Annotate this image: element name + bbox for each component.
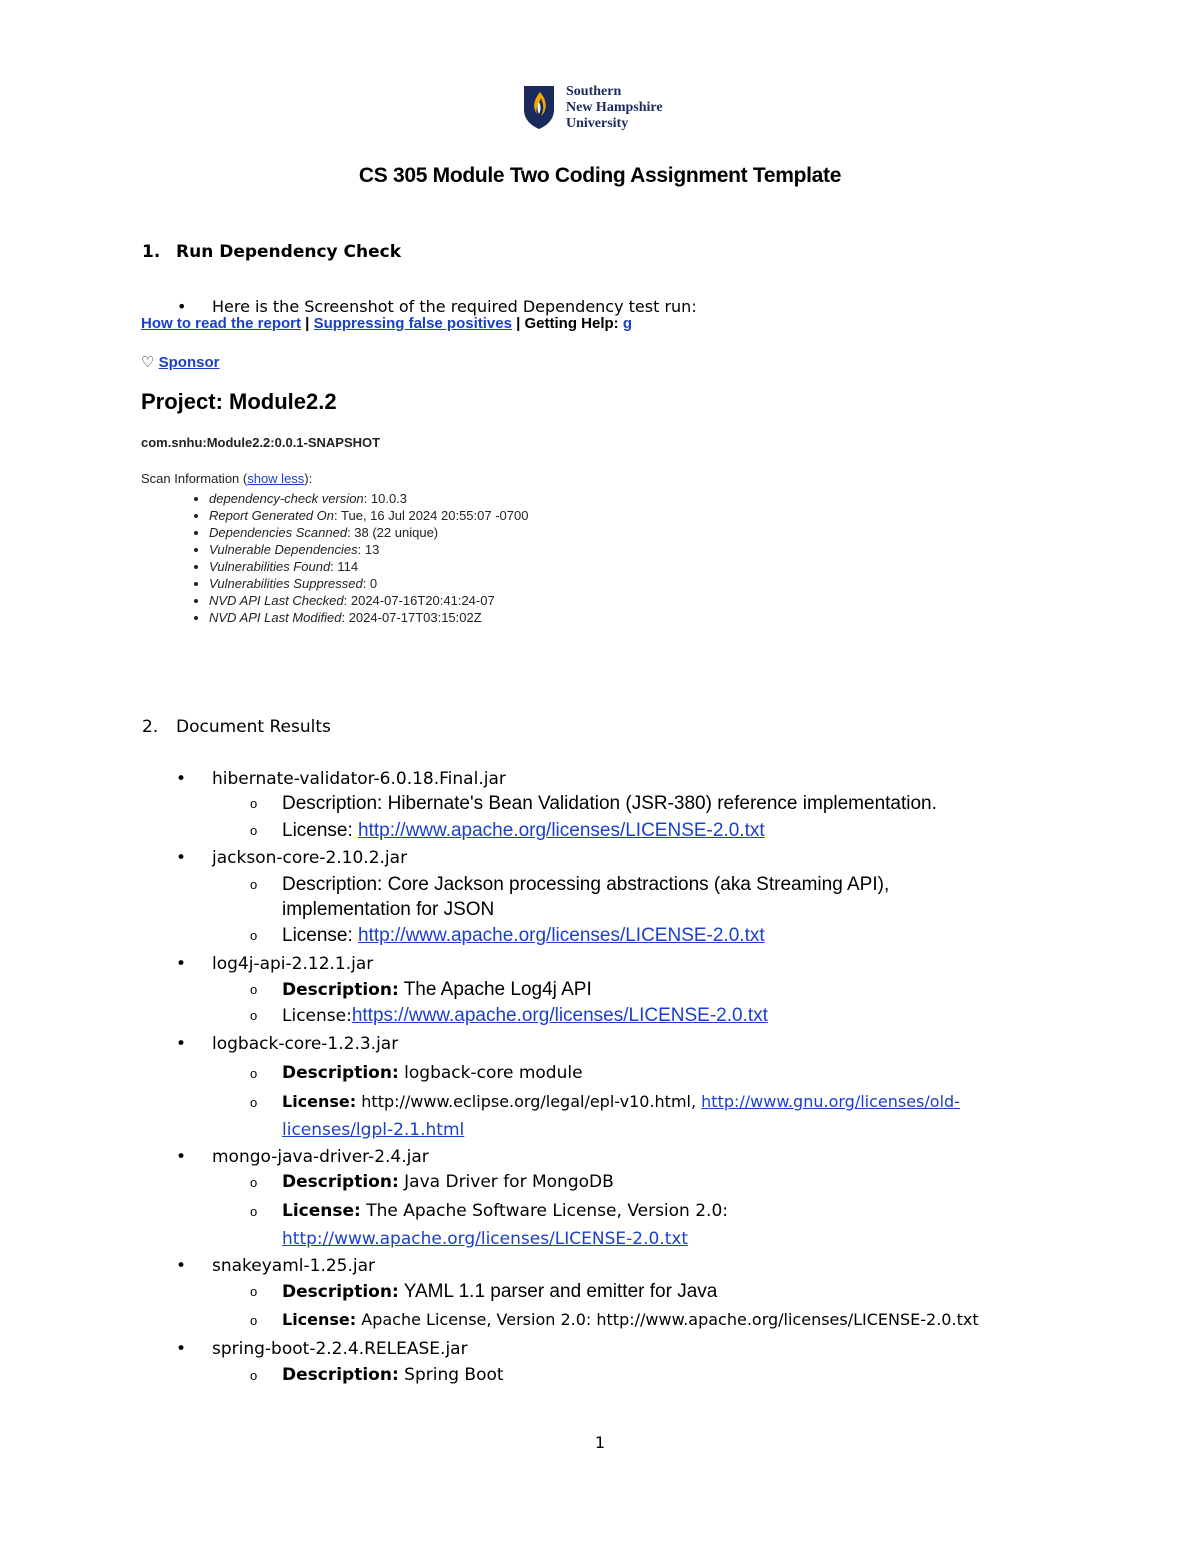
jar-name: spring-boot-2.2.4.RELEASE.jar xyxy=(212,1339,468,1359)
shield-icon xyxy=(522,84,556,130)
circle-bullet-icon: o xyxy=(250,1066,258,1081)
jar-name: hibernate-validator-6.0.18.Final.jar xyxy=(212,769,506,789)
scan-item: • Dependencies Scanned: 38 (22 unique) xyxy=(209,524,528,541)
result-description-cont: implementation for JSON xyxy=(282,899,495,920)
section-1-number: 1. xyxy=(142,242,161,262)
license-link[interactable]: http://www.gnu.org/licenses/old- xyxy=(701,1092,960,1111)
scan-item: • Report Generated On: Tue, 16 Jul 2024 20:55:07 -0700 xyxy=(209,507,528,524)
section-2-number: 2. xyxy=(142,717,159,737)
scan-item: • NVD API Last Checked: 2024-07-16T20:41:24-07 xyxy=(209,592,528,609)
scan-item: • Vulnerable Dependencies: 13 xyxy=(209,541,528,558)
page-number: 1 xyxy=(594,1433,606,1452)
how-to-read-link[interactable]: How to read the report xyxy=(141,315,302,332)
circle-bullet-icon: o xyxy=(250,982,258,997)
snhu-logo xyxy=(522,84,692,134)
nav-sep: | xyxy=(301,315,314,332)
jar-name: log4j-api-2.12.1.jar xyxy=(212,954,374,974)
scan-item: • Vulnerabilities Found: 114 xyxy=(209,558,528,575)
result-description: o Description: Core Jackson processing abstractions (aka Streaming API), xyxy=(250,874,890,895)
bullet-icon: • xyxy=(176,954,187,974)
getting-help-label: | Getting Help: xyxy=(511,315,623,332)
result-license: o License: http://www.apache.org/licenses/LICENSE-2.0.txt xyxy=(250,820,765,841)
result-license-cont xyxy=(282,1229,688,1249)
scan-label: Scan Information ( xyxy=(141,471,248,486)
bullet-icon: • xyxy=(176,1034,187,1054)
scan-info-list xyxy=(189,490,528,626)
result-license: o License: http://www.apache.org/licenses/LICENSE-2.0.txt xyxy=(250,925,765,946)
scan-item: • NVD API Last Modified: 2024-07-17T03:15:02Z xyxy=(209,609,528,626)
result-item xyxy=(176,848,408,868)
scan-label-end: ): xyxy=(304,471,313,486)
circle-bullet-icon: o xyxy=(250,1368,258,1383)
heart-icon: ♡ xyxy=(141,354,155,371)
section-1-bullet-text: Here is the Screenshot of the required Dependency test run: xyxy=(212,297,697,316)
result-license: o License:https://www.apache.org/licenses/LICENSE-2.0.txt xyxy=(250,1005,768,1026)
circle-bullet-icon: o xyxy=(250,1175,258,1190)
license-link[interactable]: http://www.apache.org/licenses/LICENSE-2.0.txt xyxy=(358,820,765,841)
logo-line-2: New Hampshire xyxy=(566,100,663,115)
result-item xyxy=(176,1256,376,1276)
result-item xyxy=(176,769,506,789)
sponsor-link[interactable]: Sponsor xyxy=(158,354,220,371)
jar-name: snakeyaml-1.25.jar xyxy=(212,1256,376,1276)
circle-bullet-icon: o xyxy=(250,796,258,811)
result-license-cont xyxy=(282,1120,464,1140)
scan-information xyxy=(141,471,312,486)
circle-bullet-icon: o xyxy=(250,1284,258,1299)
circle-bullet-icon: o xyxy=(250,1095,258,1110)
section-2-heading xyxy=(142,717,331,737)
bullet-icon: • xyxy=(177,297,187,316)
result-license: o License: The Apache Software License, Version 2.0: xyxy=(250,1201,728,1221)
result-item xyxy=(176,954,374,974)
result-description: o Description: YAML 1.1 parser and emitter for Java xyxy=(250,1281,718,1302)
logo-line-1: Southern xyxy=(566,84,622,99)
result-license: o License: http://www.eclipse.org/legal/epl-v10.html, http://www.gnu.org/licenses/old- xyxy=(250,1092,960,1111)
project-title: Project: Module2.2 xyxy=(141,389,337,414)
bullet-icon: • xyxy=(176,1256,187,1276)
license-link-cont[interactable]: licenses/lgpl-2.1.html xyxy=(282,1120,465,1140)
getting-help-link[interactable]: g xyxy=(622,315,632,332)
scan-item: • dependency-check version: 10.0.3 xyxy=(209,490,528,507)
show-less-link[interactable]: show less xyxy=(247,471,305,486)
result-item xyxy=(176,1339,468,1359)
scan-item: • Vulnerabilities Suppressed: 0 xyxy=(209,575,528,592)
license-link[interactable]: http://www.apache.org/licenses/LICENSE-2.0.txt xyxy=(282,1229,689,1249)
circle-bullet-icon: o xyxy=(250,1204,258,1219)
result-description: o Description: Java Driver for MongoDB xyxy=(250,1172,614,1192)
license-link[interactable]: https://www.apache.org/licenses/LICENSE-2.0.txt xyxy=(351,1005,768,1026)
document-title: CS 305 Module Two Coding Assignment Template xyxy=(358,164,842,187)
bullet-icon: • xyxy=(176,1147,187,1167)
circle-bullet-icon: o xyxy=(250,1313,258,1328)
logo-line-3: University xyxy=(566,116,629,131)
result-item xyxy=(176,1147,429,1167)
report-nav-links xyxy=(141,315,632,332)
jar-name: logback-core-1.2.3.jar xyxy=(212,1034,399,1054)
section-2-title: Document Results xyxy=(176,717,331,737)
circle-bullet-icon: o xyxy=(250,877,258,892)
result-description: o Description: Hibernate's Bean Validation (JSR-380) reference implementation. xyxy=(250,793,937,814)
circle-bullet-icon: o xyxy=(250,823,258,838)
section-1-title: Run Dependency Check xyxy=(176,242,402,262)
section-1-heading xyxy=(142,242,401,262)
dependency-check-screenshot xyxy=(141,313,701,633)
result-item xyxy=(176,1034,399,1054)
circle-bullet-icon: o xyxy=(250,928,258,943)
jar-name: mongo-java-driver-2.4.jar xyxy=(212,1147,429,1167)
result-description: o Description: Spring Boot xyxy=(250,1365,504,1385)
suppressing-link[interactable]: Suppressing false positives xyxy=(313,315,512,332)
result-description: o Description: The Apache Log4j API xyxy=(250,979,592,1000)
jar-name: jackson-core-2.10.2.jar xyxy=(212,848,408,868)
license-link[interactable]: http://www.apache.org/licenses/LICENSE-2.0.txt xyxy=(358,925,765,946)
circle-bullet-icon: o xyxy=(250,1008,258,1023)
project-gav: com.snhu:Module2.2:0.0.1-SNAPSHOT xyxy=(141,435,381,450)
sponsor-row xyxy=(141,353,219,371)
result-description: o Description: logback-core module xyxy=(250,1063,583,1083)
result-license: o License: Apache License, Version 2.0: http://www.apache.org/licenses/LICENSE-2.0.txt xyxy=(250,1310,979,1329)
bullet-icon: • xyxy=(176,769,187,789)
bullet-icon: • xyxy=(176,848,187,868)
bullet-icon: • xyxy=(176,1339,187,1359)
